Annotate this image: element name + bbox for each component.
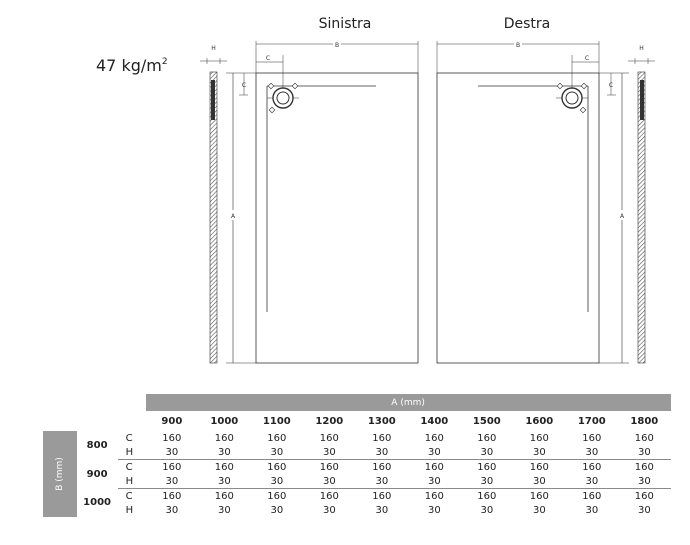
table-cell: 30 <box>532 504 546 516</box>
column-header-a: 1700 <box>577 415 606 427</box>
table-body <box>43 431 671 517</box>
table-cell: 30 <box>461 474 514 489</box>
table-cell: 160 <box>162 490 182 502</box>
table-cell: 30 <box>251 445 304 460</box>
left-offset-v-label: C <box>241 82 247 89</box>
left-height-label: A <box>230 213 236 220</box>
table-cell: 30 <box>322 504 336 516</box>
table-cell: 30 <box>585 504 599 516</box>
right-offset-h-label: C <box>584 55 590 62</box>
table-cell: 30 <box>303 445 356 460</box>
table-cell: 30 <box>146 445 199 460</box>
table-cell: 30 <box>303 474 356 489</box>
row-header-b: 900 <box>86 468 108 480</box>
row-header-b: 800 <box>86 439 108 451</box>
table-row <box>43 445 671 460</box>
table-cell: 160 <box>372 432 392 444</box>
table-cell: 160 <box>477 461 497 473</box>
left-offset-h-label: C <box>265 55 271 62</box>
table-cell: 30 <box>165 504 179 516</box>
table-corner <box>43 394 146 411</box>
table-cell: 160 <box>319 432 339 444</box>
table-cell: 160 <box>634 432 654 444</box>
row-key: H <box>118 474 146 489</box>
table-cell: 30 <box>198 474 251 489</box>
column-header-a: 1300 <box>367 415 396 427</box>
table-cell: 160 <box>424 490 444 502</box>
right-tray <box>437 40 599 363</box>
table-cell: 30 <box>513 474 566 489</box>
table-cell: 30 <box>566 445 619 460</box>
table-cell: 160 <box>267 461 287 473</box>
table-cell: 30 <box>618 445 671 460</box>
row-key: H <box>125 504 134 516</box>
column-header-a: 900 <box>161 415 183 427</box>
column-header-a: 1200 <box>315 415 344 427</box>
weight-label: 47 $kg/m^2$ <box>96 56 168 75</box>
table-cell: 30 <box>618 474 671 489</box>
table-cell: 160 <box>214 461 234 473</box>
table-cell: 30 <box>637 504 651 516</box>
table-cell: 160 <box>267 432 287 444</box>
table-cell: 30 <box>146 474 199 489</box>
table-cell: 30 <box>356 474 409 489</box>
table-cell: 30 <box>270 504 284 516</box>
table-row <box>43 489 671 504</box>
table-cell: 30 <box>375 504 389 516</box>
table-cell: 30 <box>566 474 619 489</box>
left-height-dimension <box>226 73 256 363</box>
right-offset-v-label: C <box>608 82 614 89</box>
table-row <box>43 474 671 489</box>
table-cell: 160 <box>634 461 654 473</box>
left-thickness-label: H <box>211 45 216 52</box>
column-header-row <box>43 411 671 431</box>
table-cell: 160 <box>162 432 182 444</box>
table-cell: 160 <box>582 432 602 444</box>
table-cell: 160 <box>529 490 549 502</box>
column-header-a: 1500 <box>472 415 501 427</box>
table-cell: 160 <box>372 461 392 473</box>
table-cell: 160 <box>162 461 182 473</box>
table-cell: 30 <box>408 445 461 460</box>
table-cell: 160 <box>529 432 549 444</box>
right-section-profile <box>628 45 655 363</box>
table-cell: 30 <box>251 474 304 489</box>
table-cell: 30 <box>217 504 231 516</box>
table-row <box>43 431 671 445</box>
table-row <box>43 503 671 517</box>
row-key: C <box>125 490 133 502</box>
right-height-dimension <box>599 73 629 363</box>
right-width-label: B <box>515 42 521 49</box>
table-cell: 160 <box>582 461 602 473</box>
right-view-title: Destra <box>503 16 551 32</box>
table-cell: 30 <box>461 445 514 460</box>
row-key: C <box>125 432 133 444</box>
left-width-label: B <box>334 42 340 49</box>
column-header-a: 1800 <box>630 415 659 427</box>
column-header-a: 1400 <box>420 415 449 427</box>
table-cell: 160 <box>424 432 444 444</box>
left-view-title: Sinistra <box>318 16 372 32</box>
table-cell: 160 <box>582 490 602 502</box>
column-header-a: 1600 <box>525 415 554 427</box>
table-cell: 160 <box>634 490 654 502</box>
table-cell: 160 <box>267 490 287 502</box>
left-section-profile <box>200 45 227 363</box>
table-cell: 30 <box>356 445 409 460</box>
column-header-a: 1000 <box>210 415 239 427</box>
table-cell: 160 <box>477 490 497 502</box>
table-cell: 160 <box>477 432 497 444</box>
dimension-table <box>43 394 671 517</box>
table-cell: 30 <box>427 504 441 516</box>
a-header: A (mm) <box>146 394 671 411</box>
table-row <box>43 460 671 475</box>
table-cell: 30 <box>408 474 461 489</box>
table-cell: 160 <box>424 461 444 473</box>
table-cell: 160 <box>319 461 339 473</box>
table-cell: 30 <box>198 445 251 460</box>
left-tray <box>256 40 418 363</box>
row-header-b: 1000 <box>83 497 112 509</box>
table-cell: 30 <box>480 504 494 516</box>
b-header: B (mm) <box>43 431 77 517</box>
column-header-a: 1100 <box>262 415 291 427</box>
table-cell: 30 <box>513 445 566 460</box>
right-height-label: A <box>619 213 625 220</box>
table-cell: 160 <box>529 461 549 473</box>
table-cell: 160 <box>214 490 234 502</box>
table-cell: 160 <box>214 432 234 444</box>
table-cell: 160 <box>319 490 339 502</box>
row-key: H <box>118 445 146 460</box>
row-key: C <box>125 461 133 473</box>
table-cell: 160 <box>372 490 392 502</box>
right-thickness-label: H <box>639 45 644 52</box>
